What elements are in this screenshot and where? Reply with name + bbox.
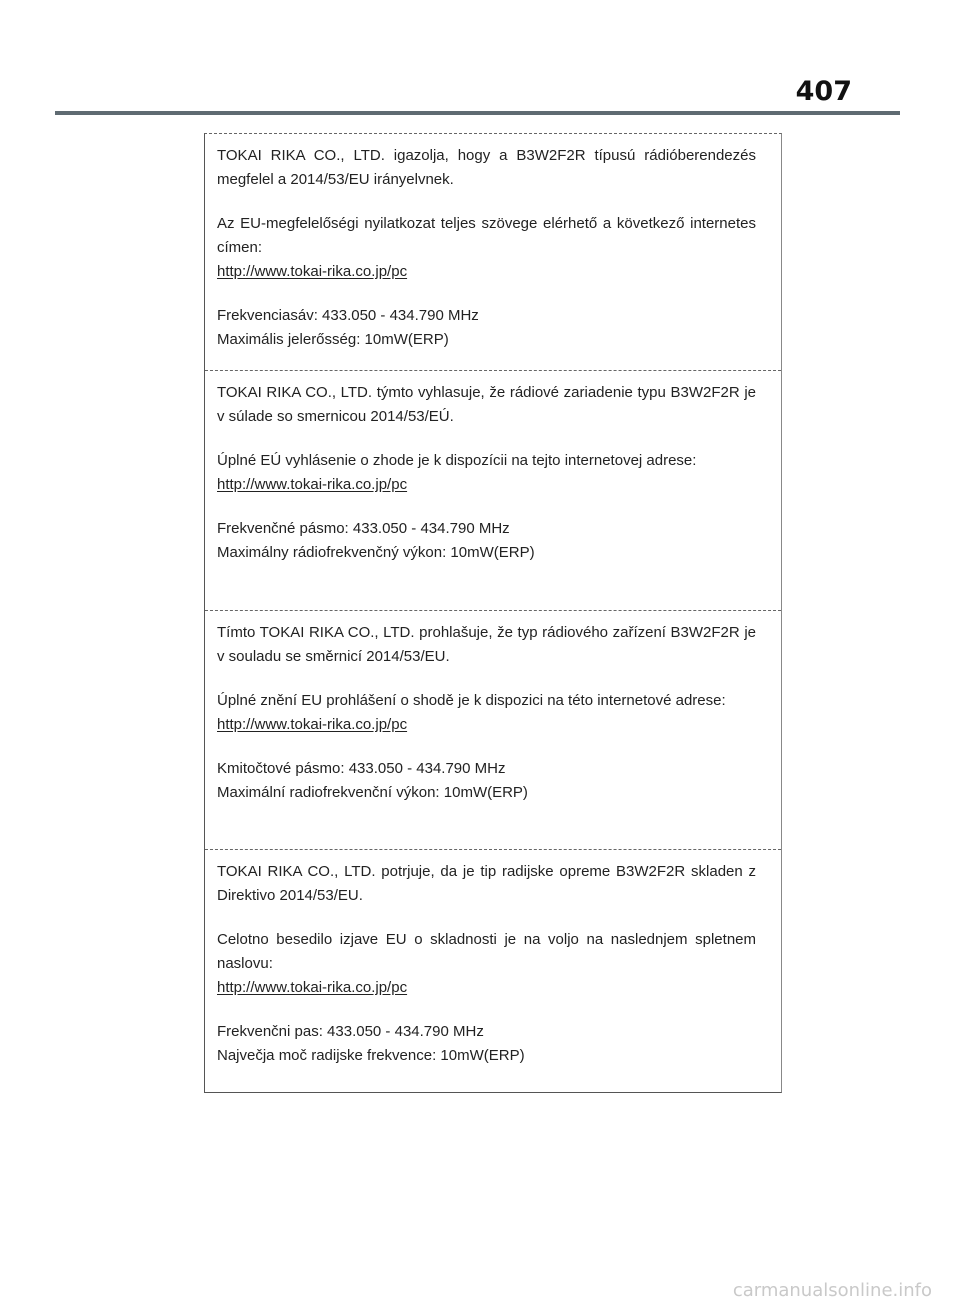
frequency-text: Frekvenčné pásmo: 433.050 - 434.790 MHz — [217, 520, 510, 537]
declaration-url[interactable]: http://www.tokai-rika.co.jp/pc — [217, 263, 408, 280]
declaration-text: Tímto TOKAI RIKA CO., LTD. prohlašuje, že typ rádiového zařízení B3W2F2R je v souladu se směrnicí 2014/53/EU. — [217, 624, 756, 665]
declaration-text: TOKAI RIKA CO., LTD. potrjuje, da je tip radijske opreme B3W2F2R skladen z Direktivo 2014/53/EU. — [217, 863, 756, 904]
power-text: Maximální radiofrekvenční výkon: 10mW(ERP) — [217, 784, 528, 801]
availability-text: Úplné znění EU prohlášení o shodě je k dispozici na této internetové adrese: — [217, 692, 726, 709]
availability-text: Úplné EÚ vyhlásenie o zhode je k dispozícii na tejto internetovej adrese: — [217, 452, 697, 469]
declaration-text: TOKAI RIKA CO., LTD. týmto vyhlasuje, že rádiové zariadenie typu B3W2F2R je v súlade so smernicou 2014/53/EÚ. — [217, 384, 756, 425]
power-text: Največja moč radijske frekvence: 10mW(ERP) — [217, 1047, 525, 1064]
availability-text: Az EU-megfelelőségi nyilatkozat teljes szövege elérhető a következő internetes címen: — [217, 215, 756, 256]
frequency-text: Frekvenčni pas: 433.050 - 434.790 MHz — [217, 1023, 484, 1040]
declaration-url[interactable]: http://www.tokai-rika.co.jp/pc — [217, 476, 408, 493]
power-text: Maximálny rádiofrekvenčný výkon: 10mW(ERP) — [217, 544, 535, 561]
declaration-frame — [204, 133, 782, 1093]
frequency-text: Frekvenciasáv: 433.050 - 434.790 MHz — [217, 307, 479, 324]
section-slovak — [205, 370, 781, 585]
frequency-text: Kmitočtové pásmo: 433.050 - 434.790 MHz — [217, 760, 506, 777]
section-hungarian — [205, 134, 781, 372]
page-number: 407 — [795, 76, 852, 107]
section-slovenian — [205, 849, 781, 1088]
availability-text: Celotno besedilo izjave EU o skladnosti je na voljo na naslednjem spletnem naslovu: — [217, 931, 756, 972]
site-watermark: carmanualsonline.info — [732, 1280, 932, 1301]
declaration-url[interactable]: http://www.tokai-rika.co.jp/pc — [217, 716, 408, 733]
declaration-text: TOKAI RIKA CO., LTD. igazolja, hogy a B3W2F2R típusú rádióberendezés megfelel a 2014/53/EU irányelvnek. — [217, 147, 756, 188]
section-czech — [205, 610, 781, 825]
header-rule — [55, 111, 900, 115]
declaration-url[interactable]: http://www.tokai-rika.co.jp/pc — [217, 979, 408, 996]
power-text: Maximális jelerősség: 10mW(ERP) — [217, 331, 449, 348]
